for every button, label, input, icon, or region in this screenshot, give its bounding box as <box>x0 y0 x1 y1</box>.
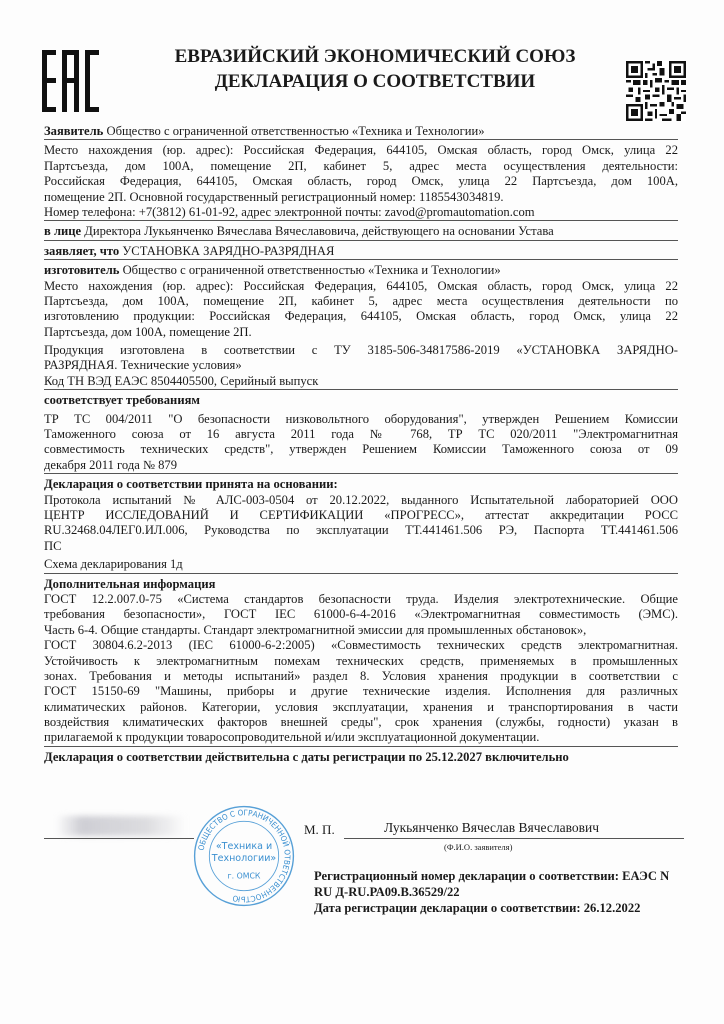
additional-line: воздействия климатических факторов внешней среды", срок хранения (службы, годности) указан в <box>44 715 678 730</box>
signature-line <box>44 838 194 839</box>
applicant-name: Общество с ограниченной ответственностью «Техника и Технологии» <box>106 124 485 138</box>
manufacturer-address-line: Партсъезда, дом 100А, помещение 2П. <box>44 324 252 339</box>
applicant-row <box>44 124 678 140</box>
additional-text <box>44 592 678 747</box>
signatory-caption: (Ф.И.О. заявителя) <box>444 842 513 852</box>
representative-row <box>44 224 678 240</box>
document-title: ДЕКЛАРАЦИЯ О СООТВЕТСТВИИ <box>214 71 536 92</box>
registration-block <box>314 868 684 916</box>
manufacturer-row <box>44 263 678 278</box>
basis-label: Декларация о соответствии принята на основании: <box>44 477 338 492</box>
requirements-line: Таможенного союза от 16 августа 2011 года № 768, ТР ТС 020/2011 "Электромагнитная <box>44 427 678 442</box>
product-name: УСТАНОВКА ЗАРЯДНО-РАЗРЯДНАЯ <box>122 243 335 258</box>
stamp-ring-text: ОБЩЕСТВО С ОГРАНИЧЕННОЙ ОТВЕТСТВЕННОСТЬЮ <box>196 808 292 904</box>
representative-label: в лице <box>44 224 82 239</box>
additional-line: требования безопасности», ГОСТ IEC 61000-6-4-2016 «Электромагнитная совместимость (ЭМС). <box>44 607 678 622</box>
spec-line: РАЗРЯДНАЯ. Технические условия» <box>44 358 242 373</box>
additional-line: Устойчивость к электромагнитным помехам технических средств, применяемых в промышленных <box>44 653 678 668</box>
basis-line: Протокола испытаний № АЛС-003-0504 от 20.12.2022, выданного Испытательной лабораторией ООО <box>44 492 678 507</box>
applicant-address-line: Российская Федерация, 644105, Омская область, город Омск, улица 22 Партсъезда, дом 100А, <box>44 174 678 189</box>
basis-line: RU.32468.04ЛЕГ0.ИЛ.006, Руководства по эксплуатации ТТ.441461.506 РЭ, Паспорта ТТ.441461.506 <box>44 523 678 538</box>
basis-text <box>44 493 678 574</box>
union-title: ЕВРАЗИЙСКИЙ ЭКОНОМИЧЕСКИЙ СОЮЗ <box>174 46 576 67</box>
manufacturer-address-line: изготовлению продукции: Российская Федерация, 644105, Омская область, город Омск, улица 22 <box>44 309 678 324</box>
applicant-address <box>44 143 678 205</box>
applicant-address-line: Место нахождения (юр. адрес): Российская Федерация, 644105, Омская область, город Омск, улица 22 <box>44 143 678 158</box>
additional-line: ГОСТ 12.2.007.0-75 «Система стандартов безопасности труда. Изделия электротехнические. Общие <box>44 591 678 606</box>
hs-code: Код ТН ВЭД ЕАЭС 8504405500, Серийный выпуск <box>44 374 678 390</box>
seal-placeholder: М. П. <box>304 822 335 837</box>
registration-number: Регистрационный номер декларации о соответствии: ЕАЭС N RU Д-RU.РА09.В.36529/22 <box>314 869 670 899</box>
requirements-line: ТР ТС 004/2011 "О безопасности низковольтного оборудования", утвержден Решением Комиссии <box>44 411 678 426</box>
spec-line: Продукция изготовлена в соответствии с ТУ 3185-506-34817586-2019 «УСТАНОВКА ЗАРЯДНО- <box>44 343 678 358</box>
declaration-scheme: Схема декларирования 1д <box>44 557 678 573</box>
document-top <box>0 40 724 124</box>
requirements-label: соответствует требованиям <box>44 393 200 408</box>
additional-line: зонах. Требования и методы испытаний» раздел 8. Условия хранения продукции в соответствии с <box>44 668 678 683</box>
registration-date: Дата регистрации декларации о соответствии: 26.12.2022 <box>314 901 641 915</box>
additional-label: Дополнительная информация <box>44 576 216 591</box>
requirements-line: декабря 2011 года № 879 <box>44 458 678 474</box>
name-line <box>344 838 684 839</box>
requirements-line: совместимость технических средств", утвержден Решением Комиссии Таможенного союза от 09 <box>44 442 678 457</box>
additional-line: прилагаемой к продукции товаросопроводительной и/или эксплуатационной документации. <box>44 730 678 746</box>
declares-row <box>44 244 678 260</box>
manufacturer-address-line: Партсъезда, дом 100А, помещение 2П, кабинет 5, адрес места осуществления деятельности по <box>44 293 678 308</box>
stamp-center-text-2: Технологии» <box>211 853 277 865</box>
signature-and-registration <box>44 806 684 956</box>
additional-line: ГОСТ 30804.6.2-2013 (IEC 61000-6-2:2005) «Совместимость технических средств электромагнитная. <box>44 638 678 653</box>
signature-image <box>56 816 186 836</box>
manufacturer-label: изготовитель <box>44 263 120 278</box>
representative-text: Директора Лукьянченко Вячеслава Вячеславовича, действующего на основании Устава <box>84 224 554 239</box>
validity-statement: Декларация о соответствии действительна с даты регистрации по 25.12.2027 включительно <box>44 749 569 764</box>
stamp-city: г. ОМСК <box>227 871 261 881</box>
basis-line: ПС <box>44 538 62 553</box>
applicant-address-line: Партсъезда, дом 100А, помещение 2П, кабинет 5, адрес места осуществления деятельности: <box>44 158 678 173</box>
manufacturer-address-line: Место нахождения (юр. адрес): Российская Федерация, 644105, Омская область, город Омск, улица 22 <box>44 278 678 293</box>
applicant-address-line: помещение 2П. Основной государственный регистрационный номер: 1185543034819. <box>44 189 504 204</box>
declares-label: заявляет, что <box>44 243 120 258</box>
additional-line: ГОСТ 15150-69 "Машины, приборы и другие технические изделия. Исполнения для различных <box>44 684 678 699</box>
manufacturer-spec <box>44 343 678 374</box>
document-header <box>150 44 600 94</box>
basis-line: ЦЕНТР ИССЛЕДОВАНИЙ И СЕРТИФИКАЦИИ «ПРОГРЕСС», аттестат аккредитации РОСС <box>44 507 678 522</box>
additional-line: Часть 6-4. Общие стандарты. Стандарт электромагнитной эмиссии для промышленных обстановок», <box>44 622 587 637</box>
eac-logo-icon <box>42 50 98 112</box>
manufacturer-address <box>44 279 678 341</box>
requirements-text <box>44 412 678 475</box>
additional-line: климатических районов. Категории, условия эксплуатации, хранения и транспортирования в части <box>44 699 678 714</box>
manufacturer-name: Общество с ограниченной ответственностью «Техника и Технологии» <box>122 263 501 278</box>
applicant-label: Заявитель <box>44 124 104 138</box>
signatory-name: Лукьянченко Вячеслав Вячеславович <box>384 820 599 835</box>
declaration-body <box>44 124 678 765</box>
stamp-center-text-1: «Техника и <box>215 841 273 853</box>
qr-code-icon <box>626 58 686 124</box>
applicant-contacts: Номер телефона: +7(3812) 61-01-92, адрес электронной почты: zavod@promautomation.com <box>44 205 678 221</box>
company-stamp-icon <box>192 804 296 908</box>
